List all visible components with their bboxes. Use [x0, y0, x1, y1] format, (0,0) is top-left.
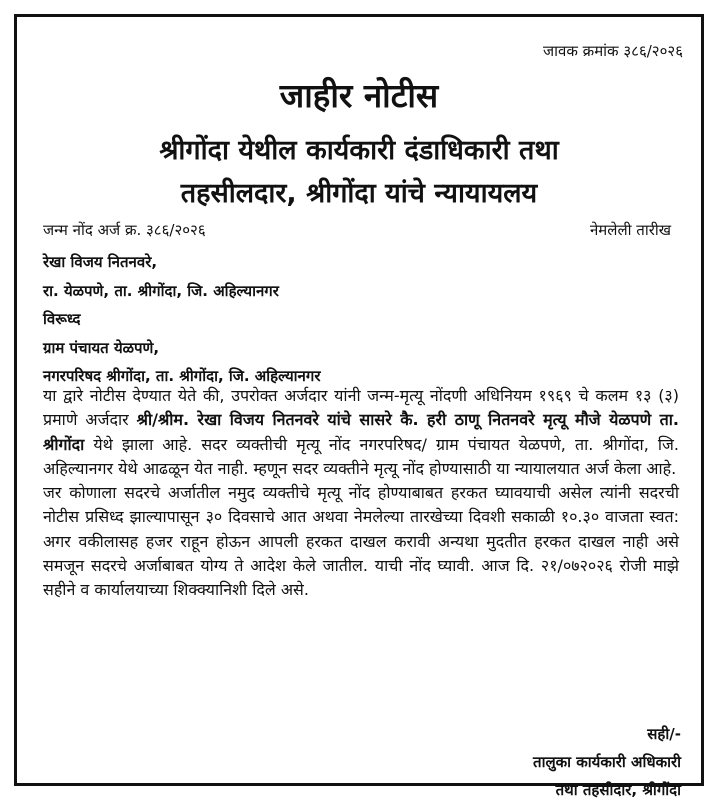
- notice-title: जाहीर नोटीस: [279, 76, 439, 115]
- applicant-name: रेखा विजय नितनवरे,: [43, 253, 158, 271]
- court-name-line-2: तहसीलदार, श्रीगोंदा यांचे न्यायायलय: [180, 178, 538, 209]
- signatory-designation-2: तथा तहसीदार, श्रीगोंदा: [555, 781, 681, 799]
- notice-paragraph-1: [43, 384, 679, 481]
- court-name-line-1: श्रीगोंदा येथील कार्यकारी दंडाधिकारी तथा: [159, 135, 559, 166]
- court-name: [17, 129, 701, 215]
- outward-reference-number: जावक क्रमांक ३८६/२०२६: [543, 42, 683, 60]
- signatory-designation-1: तालुका कार्यकारी अधिकारी: [533, 753, 681, 771]
- application-number: जन्म नोंद अर्ज क्र. ३८६/२०२६: [43, 221, 206, 239]
- applicant-address: रा. येळपणे, ता. श्रीगोंदा, जि. अहिल्यानगर: [43, 281, 279, 300]
- scheduled-date-label: नेमलेली तारीख: [589, 221, 671, 239]
- paragraph-1-text-start: या द्वारे नोटीस देण्यात येते की, उपरोक्त अर्जदार यांनी जन्म-मृत्यू नोंदणी अधिनियम १९६९ चे कलम १३ (३) प्रमाणे अर्जदार: [43, 386, 679, 430]
- notice-paragraph-2: जर कोणाला सदरचे अर्जातील नमुद व्यक्तीचे मृत्यू नोंद होण्याबाबत हरकत घ्यावयाची असेल त्यांनी सदरची नोटीस प्रसिध्द झाल्यापासून ३० दिवसाचे आत अथवा नेमलेल्या तारखेच्या दिवशी सकाळी १०.३० वाजता स्वत: अगर वकीलासह हजर राहून होऊन आपली हरकत दाखल करावी अन्यथा मुदतीत हरकत दाखल नाही असे समजून सदरचे अर्जाबाबत योग्य ते आदेश केले जातील. याची नोंद घ्यावी. आज दि. २१/०७२०२६ रोजी माझे सहीने व कार्यालयाच्या शिक्क्यानिशी दिले असे.: [43, 483, 679, 600]
- public-notice: [14, 14, 704, 799]
- deceased-details: श्री/श्रीम. रेखा विजय नितनवरे यांचे सासरे कै. हरी ठाणू नितनवरे मृत्यू मौजे येळपणे ता. श्रीगोंदा: [43, 410, 680, 454]
- parties-block: [43, 248, 681, 391]
- signature-block: [533, 720, 681, 804]
- paragraph-1-text-end: येथे झाला आहे. सदर व्यक्तीची मृत्यू नोंद नगरपरिषद/ ग्राम पंचायत येळपणे, ता. श्रीगोंदा, जि. अहिल्यानगर येथे आढळून येत नाही. म्हणून सदर व्यक्तीने मृत्यू नोंद होण्यासाठी या न्यायालयात अर्ज केला आहे.: [43, 434, 679, 478]
- application-row: [43, 220, 671, 240]
- signature-mark: सही/-: [647, 725, 681, 743]
- versus-label: विरूध्द: [43, 310, 81, 328]
- respondent-address: नगरपरिषद श्रीगोंदा, ता. श्रीगोंदा, जि. अहिल्यानगर: [43, 367, 321, 385]
- notice-body: [43, 384, 679, 603]
- respondent-name: ग्राम पंचायत येळपणे,: [43, 338, 160, 357]
